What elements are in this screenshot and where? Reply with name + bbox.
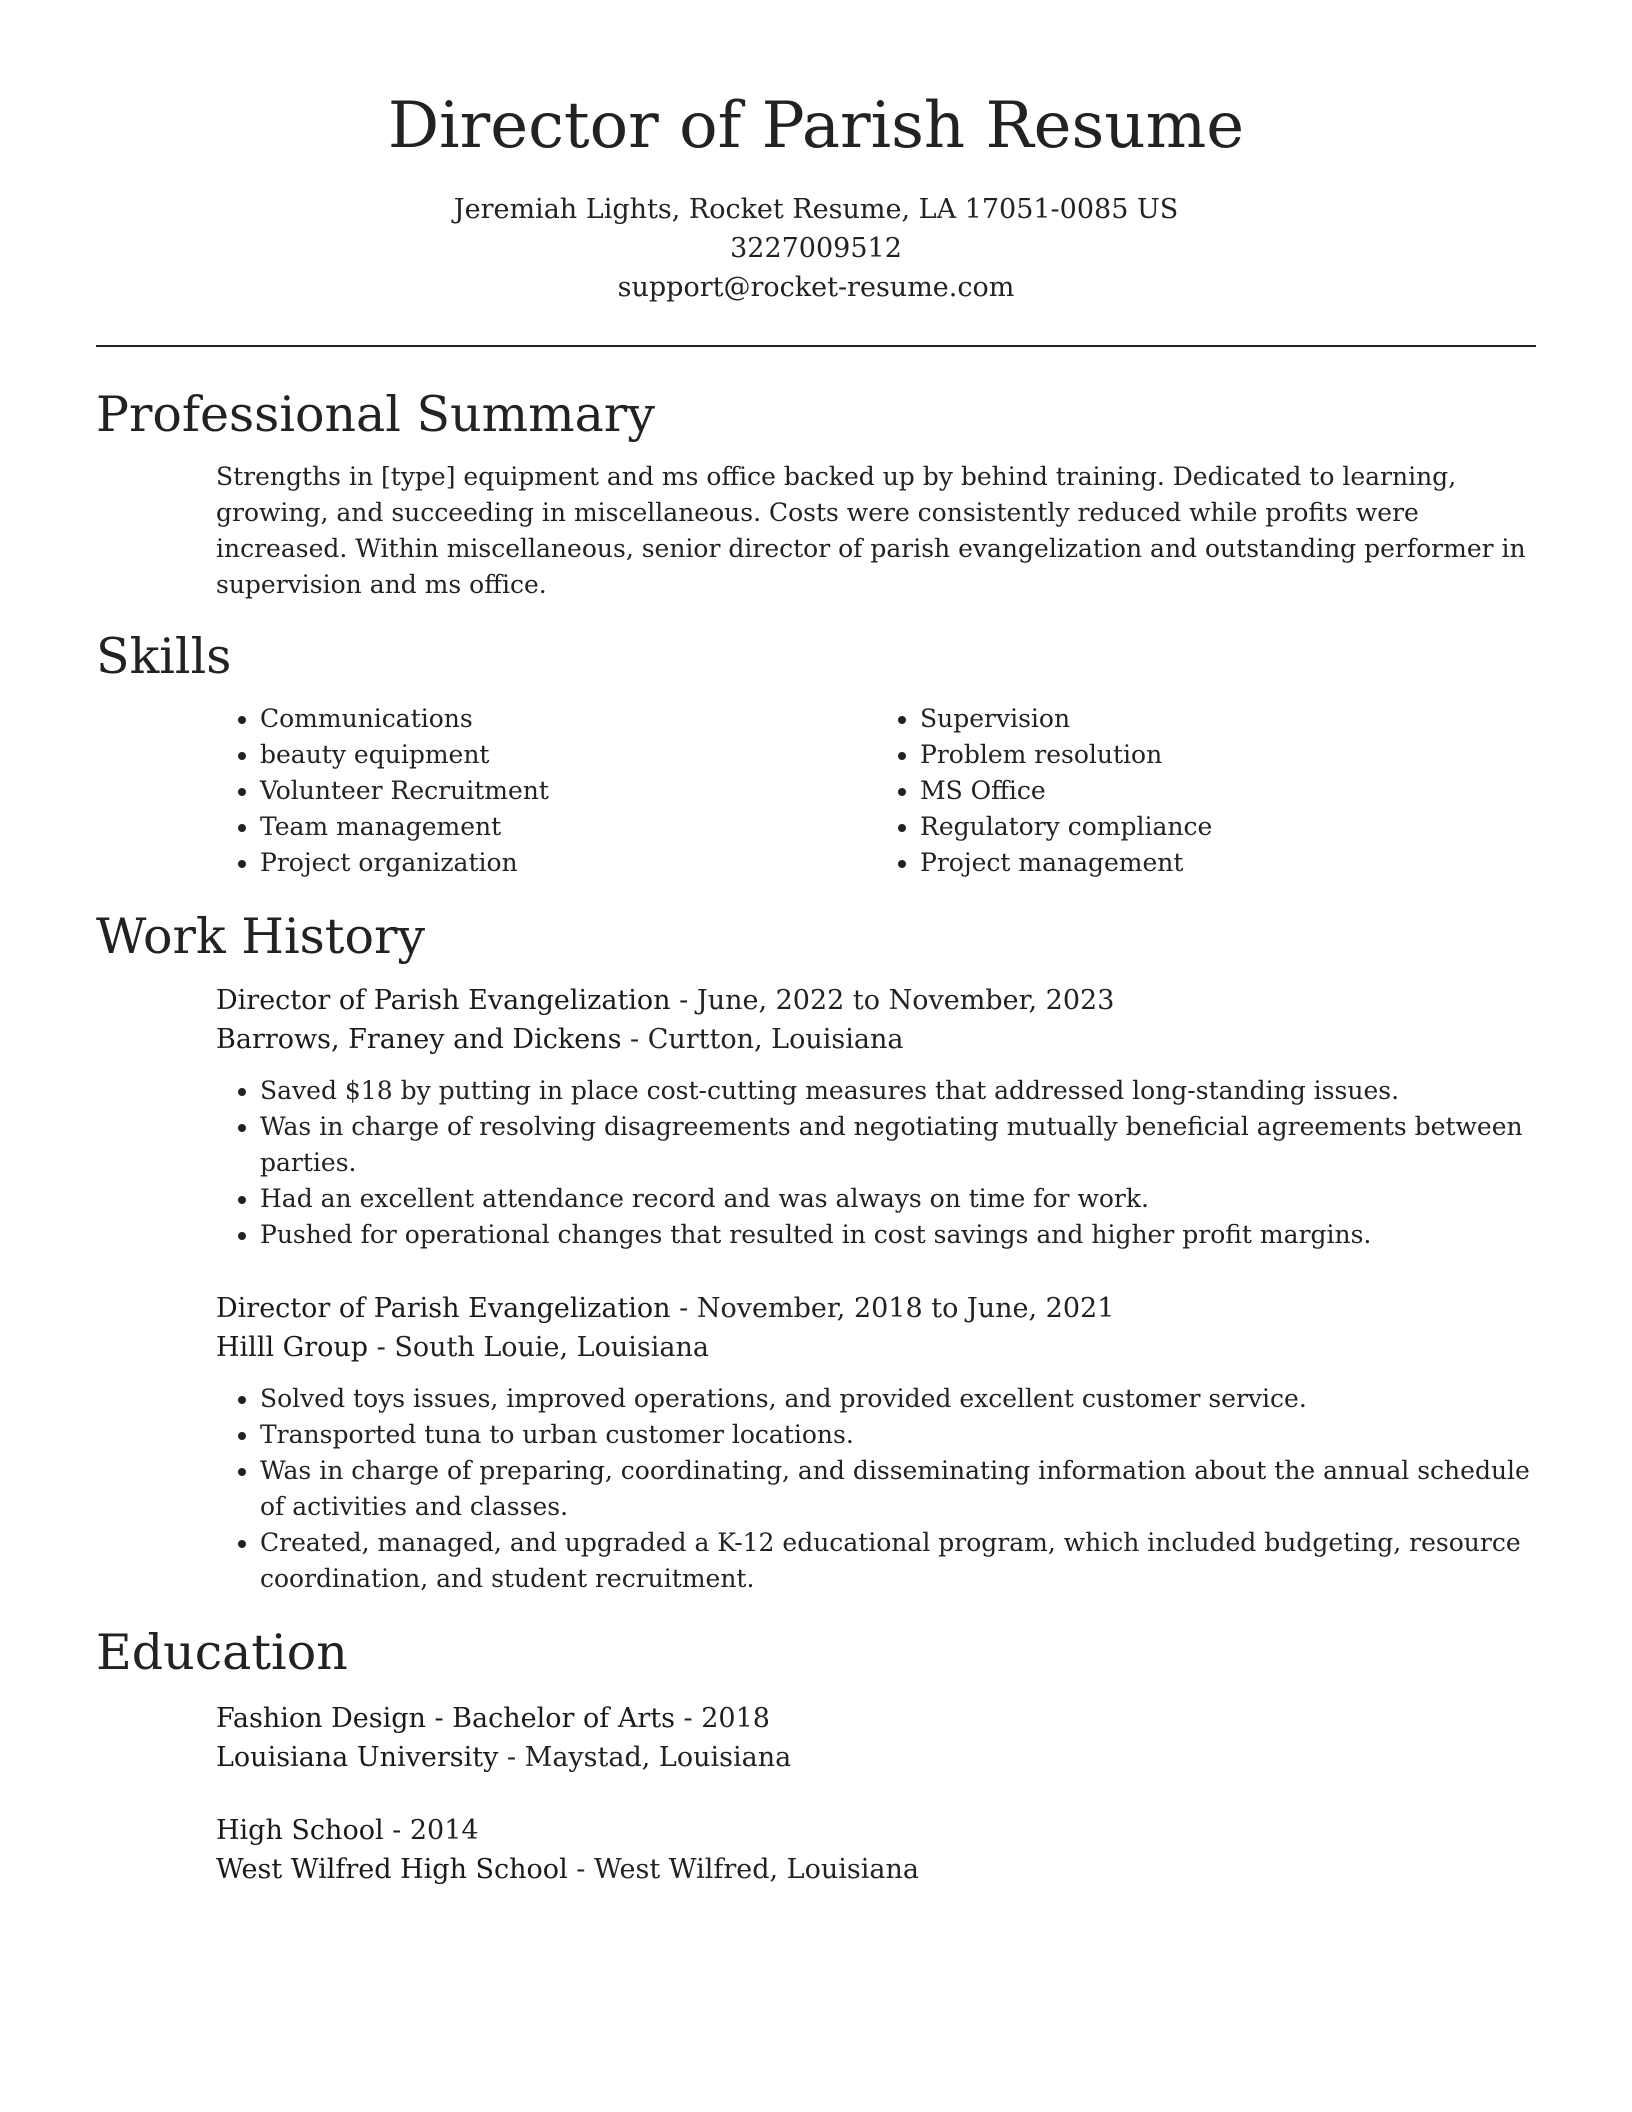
education-school-line [216,1738,1536,1777]
job-dates: - June, 2022 to November, 2023 [670,985,1115,1016]
header-divider [96,345,1536,347]
education-school-line [216,1850,1536,1889]
summary-heading: Professional Summary [96,386,655,443]
education-year: - 2014 [383,1815,479,1846]
education-heading: Education [96,1624,348,1681]
job-company: Hilll Group [216,1332,369,1363]
skills-column-left [216,701,876,881]
job-bullet: • Had an excellent attendance record and was always on time for work. [260,1181,1536,1217]
job-entry [216,1289,1536,1597]
education-year: - 2018 [674,1703,770,1734]
job-title: Director of Parish Evangelization [216,1293,671,1324]
skill-item: • beauty equipment [260,737,876,773]
education-location: - West Wilfred, Louisiana [567,1854,919,1885]
education-school: Louisiana University [216,1742,499,1773]
education-entry [216,1811,1536,1889]
education-degree-line [216,1699,1536,1738]
education-degree: High School [216,1815,384,1846]
job-company: Barrows, Franey and Dickens [216,1024,622,1055]
job-bullets [216,1381,1536,1597]
skills-column-right [876,701,1536,881]
education-degree: Fashion Design - Bachelor of Arts [216,1703,675,1734]
summary-text: Strengths in [type] equipment and ms office backed up by behind training. Dedicated to learning, growing, and succeeding in miscellaneous. Costs were consistently reduced while profits were increased. Within miscellaneous, senior director of parish evangelization and outstanding performer in supervision and ms office. [216,462,1526,599]
page-title: Director of Parish Resume [387,89,1245,163]
skill-item: • Supervision [920,701,1536,737]
job-bullet: • Created, managed, and upgraded a K-12 educational program, which included budgeting, resource coordination, and student recruitment. [260,1525,1536,1597]
resume-page [96,0,1536,1889]
job-location: - South Louie, Louisiana [368,1332,709,1363]
skill-item: • MS Office [920,773,1536,809]
contact-block [96,190,1536,307]
job-bullet: • Saved $18 by putting in place cost-cutting measures that addressed long-standing issues. [260,1073,1536,1109]
resume-header [96,0,1536,307]
job-entry [216,981,1536,1253]
job-dates: - November, 2018 to June, 2021 [670,1293,1115,1324]
skill-item: • Team management [260,809,876,845]
education-school: West Wilfred High School [216,1854,568,1885]
job-bullet: • Pushed for operational changes that resulted in cost savings and higher profit margins. [260,1217,1536,1253]
job-title: Director of Parish Evangelization [216,985,671,1016]
skill-item: • Regulatory compliance [920,809,1536,845]
education-location: - Maystad, Louisiana [498,1742,792,1773]
job-location: - Curtton, Louisiana [621,1024,904,1055]
education-degree-line [216,1811,1536,1850]
contact-address: Jeremiah Lights, Rocket Resume, LA 17051-0085 US [453,194,1179,225]
skill-item: • Communications [260,701,876,737]
job-bullet: • Was in charge of preparing, coordinating, and disseminating information about the annual schedule of activities and classes. [260,1453,1536,1525]
job-company-line [216,1328,1536,1367]
skill-item: • Project management [920,845,1536,881]
skills-list [216,701,1536,881]
job-bullet: • Transported tuna to urban customer locations. [260,1417,1536,1453]
job-bullets [216,1073,1536,1253]
skill-item: • Project organization [260,845,876,881]
skills-heading: Skills [96,628,232,685]
contact-email: support@rocket-resume.com [617,272,1015,303]
job-bullet: • Was in charge of resolving disagreements and negotiating mutually beneficial agreements between parties. [260,1109,1536,1181]
skill-item: • Problem resolution [920,737,1536,773]
skill-item: • Volunteer Recruitment [260,773,876,809]
job-company-line [216,1020,1536,1059]
job-title-line [216,1289,1536,1328]
job-title-line [216,981,1536,1020]
job-bullet: • Solved toys issues, improved operations, and provided excellent customer service. [260,1381,1536,1417]
education-entry [216,1699,1536,1777]
work-history-heading: Work History [96,908,426,965]
contact-phone: 3227009512 [730,233,902,264]
